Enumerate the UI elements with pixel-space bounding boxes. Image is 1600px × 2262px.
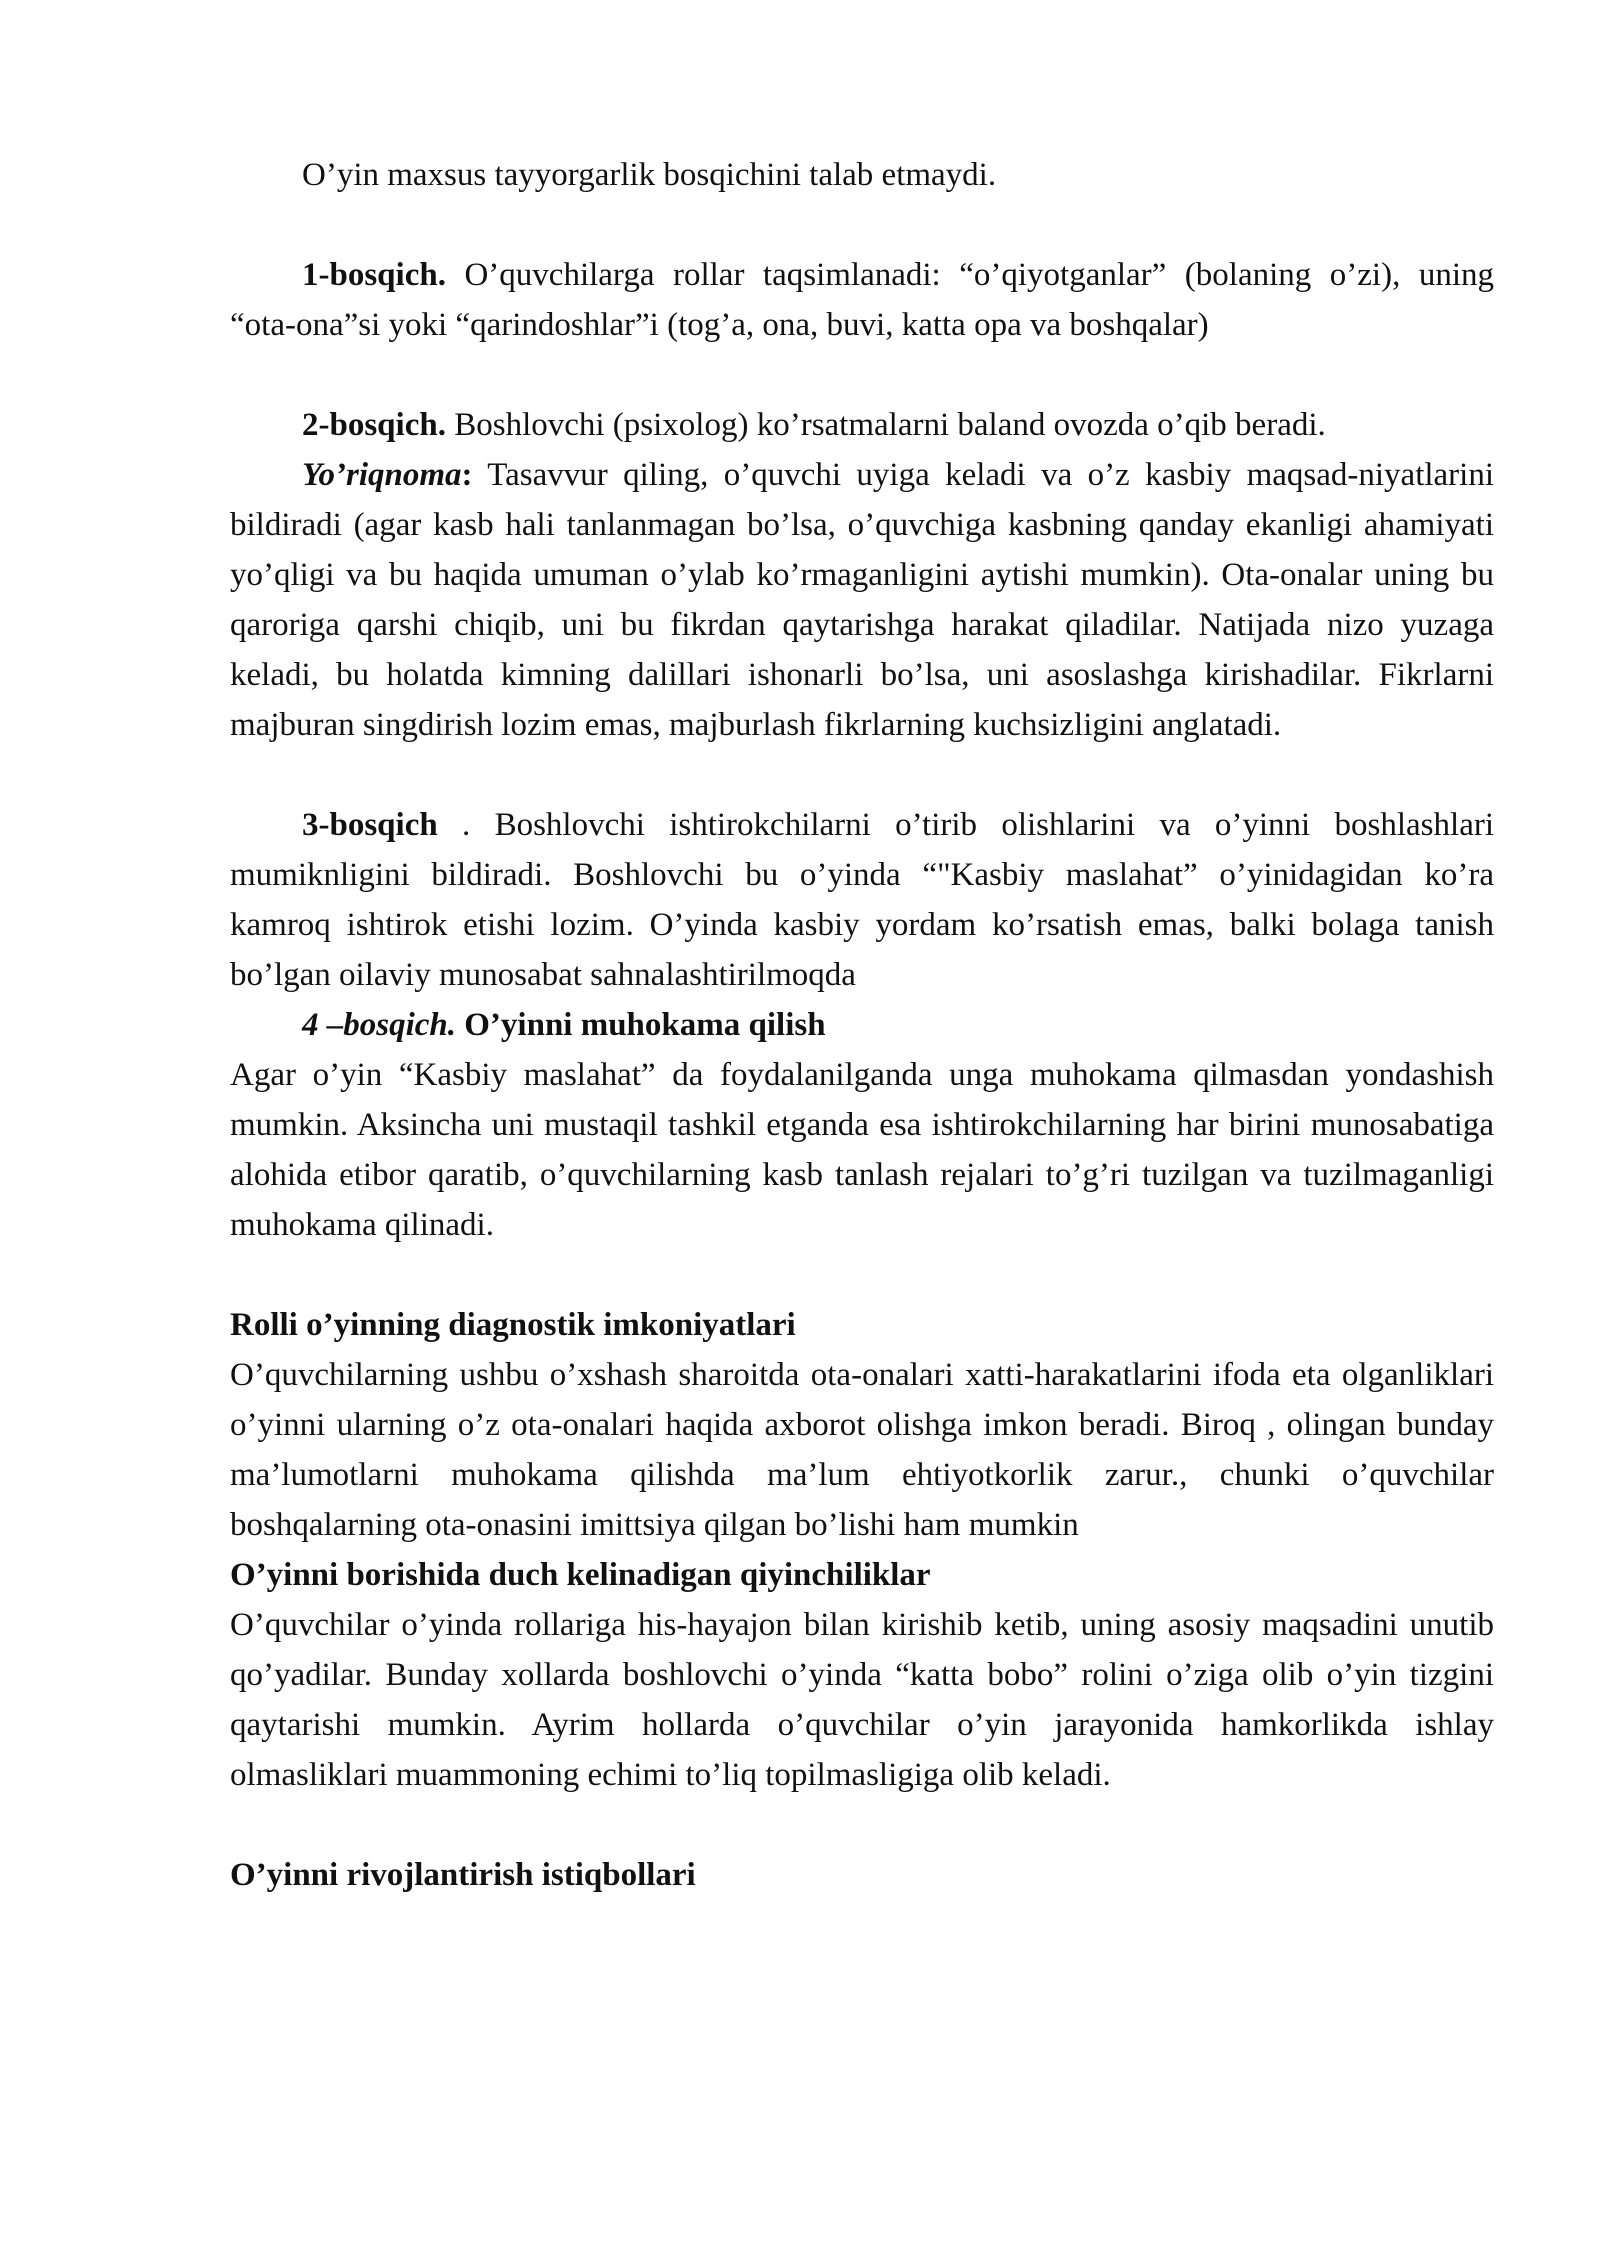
instruction-colon: : <box>461 457 473 493</box>
stage1-text: O’quvchilarga rollar taqsimlanadi: “o’qiyotganlar” (bolaning o’zi), uning “ota-ona”si yoki “qarindoshlar”i (tog’a, ona, buvi, katta opa va boshqalar) <box>230 257 1494 343</box>
spacer <box>230 750 1494 800</box>
intro-paragraph: O’yin maxsus tayyorgarlik bosqichini talab etmaydi. <box>302 157 997 193</box>
document-body <box>230 150 1494 1900</box>
stage2-label: 2-bosqich. <box>302 407 446 443</box>
prospects-heading <box>230 1850 1494 1900</box>
stage1-label: 1-bosqich. <box>302 257 446 293</box>
instruction-label: Yo’riqnoma <box>302 457 462 493</box>
stage2-paragraph <box>230 400 1494 450</box>
instruction-text: Tasavvur qiling, o’quvchi uyiga keladi va o’z kasbiy maqsad-niyatlarini bildiradi (agar kasb hali tanlanmagan bo’lsa, o’quvchiga kasbning qanday ekanligi ahamiyati yo’qligi va bu haqida umuman o’ylab ko’rmaganligini aytishi mumkin). Ota-onalar uning bu qaroriga qarshi chiqib, uni bu fikrdan qaytarishga harakat qiladilar. Natijada nizo yuzaga keladi, bu holatda kimning dalillari ishonarli bo’lsa, uni asoslashga kirishadilar. Fikrlarni majburan singdirish lozim emas, majburlash fikrlarning kuchsizligini anglatadi. <box>230 457 1494 743</box>
spacer <box>230 350 1494 400</box>
stage4-heading <box>230 1000 1494 1050</box>
stage3-label: 3-bosqich <box>302 807 438 843</box>
stage1-paragraph <box>230 250 1494 350</box>
difficulties-heading-text: O’yinni borishida duch kelinadigan qiyinchiliklar <box>230 1557 931 1593</box>
stage4-label: 4 –bosqich. <box>302 1007 457 1043</box>
spacer <box>230 1250 1494 1300</box>
stage2-text: Boshlovchi (psixolog) ko’rsatmalarni baland ovozda o’qib beradi. <box>445 407 1326 443</box>
diagnostics-paragraph: O’quvchilarning ushbu o’xshash sharoitda ota-onalari xatti-harakatlarini ifoda eta olganliklari o’yinni ularning o’z ota-onalari haqida axborot olishga imkon beradi. Biroq , olingan bunday ma’lumotlarni muhokama qilishda ma’lum ehtiyotkorlik zarur., chunki o’quvchilar boshqalarning ota-onasini imittsiya qilgan bo’lishi ham mumkin <box>230 1357 1494 1543</box>
diagnostics-heading <box>230 1300 1494 1350</box>
stage4-title: O’yinni muhokama qilish <box>456 1007 826 1043</box>
stage4-paragraph: Agar o’yin “Kasbiy maslahat” da foydalanilganda unga muhokama qilmasdan yondashish mumkin. Aksincha uni mustaqil tashkil etganda esa ishtirokchilarning har birini munosabatiga alohida etibor qaratib, o’quvchilarning kasb tanlash rejalari to’g’ri tuzilgan va tuzilmaganligi muhokama qilinadi. <box>230 1057 1494 1243</box>
instruction-paragraph <box>230 450 1494 750</box>
difficulties-heading <box>230 1550 1494 1600</box>
stage3-paragraph <box>230 800 1494 1000</box>
difficulties-paragraph: O’quvchilar o’yinda rollariga his-hayajon bilan kirishib ketib, uning asosiy maqsadini unutib qo’yadilar. Bunday xollarda boshlovchi o’yinda “katta bobo” rolini o’ziga olib o’yin tizgini qaytarishi mumkin. Ayrim hollarda o’quvchilar o’yin jarayonida hamkorlikda ishlay olmasliklari muammoning echimi to’liq topilmasligiga olib keladi. <box>230 1607 1494 1793</box>
stage3-text: . Boshlovchi ishtirokchilarni o’tirib olishlarini va o’yinni boshlashlari mumiknligini bildiradi. Boshlovchi bu o’yinda “"Kasbiy maslahat” o’yinidagidan ko’ra kamroq ishtirok etishi lozim. O’yinda kasbiy yordam ko’rsatish emas, balki bolaga tanish bo’lgan oilaviy munosabat sahnalashtirilmoqda <box>230 807 1494 993</box>
spacer <box>230 1800 1494 1850</box>
prospects-heading-text: O’yinni rivojlantirish istiqbollari <box>230 1857 696 1893</box>
diagnostics-heading-text: Rolli o’yinning diagnostik imkoniyatlari <box>230 1307 796 1343</box>
spacer <box>230 200 1494 250</box>
